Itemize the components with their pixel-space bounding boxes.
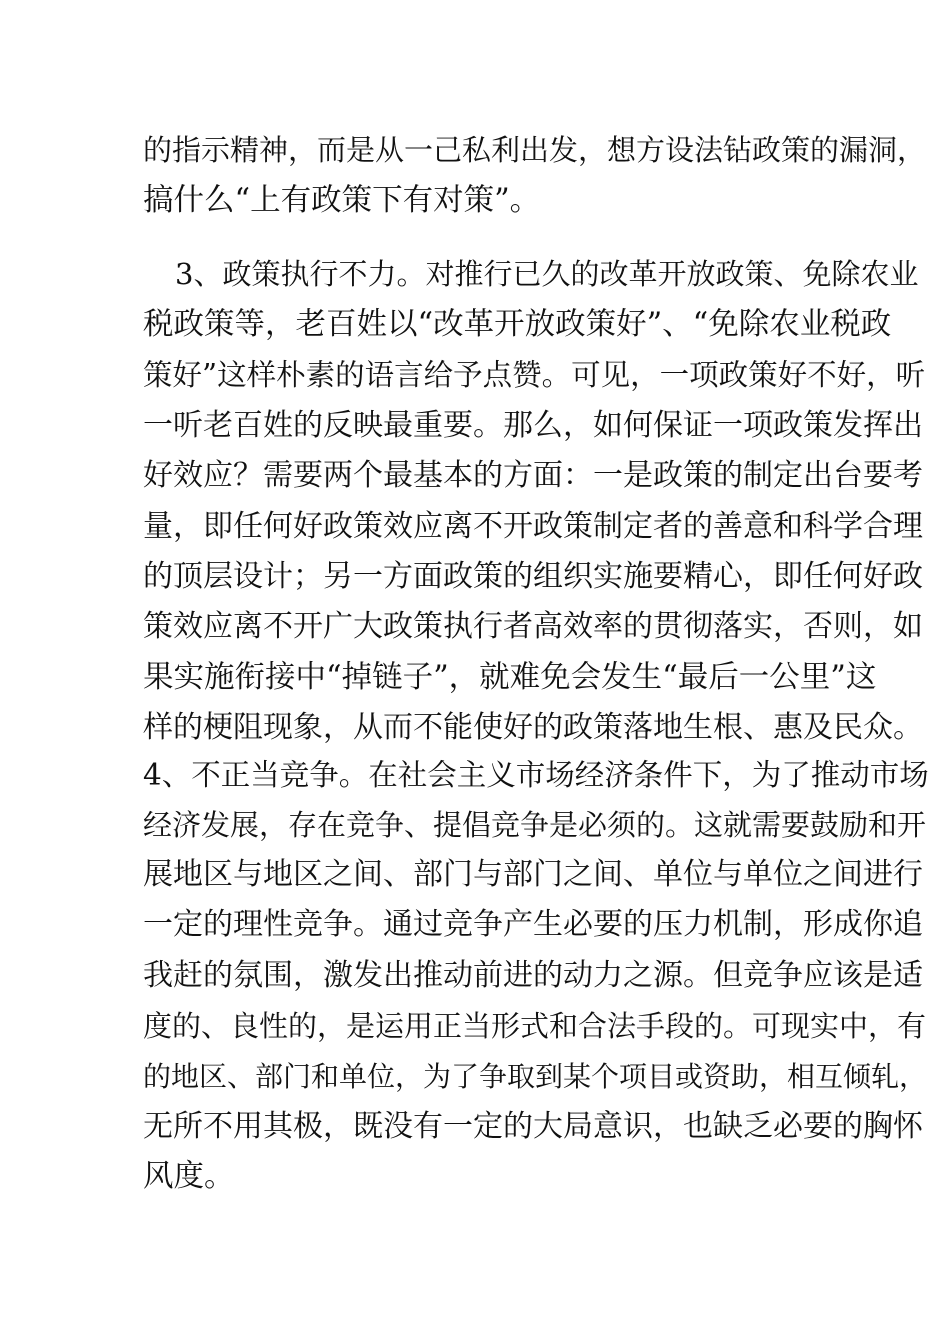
text-line: 一听老百姓的反映最重要。那么，如何保证一项政策发挥出 — [143, 408, 923, 443]
text-line: 经济发展，存在竞争、提倡竞争是必须的。这就需要鼓励和开 — [143, 808, 927, 842]
text-line: 无所不用其极，既没有一定的大局意识，也缺乏必要的胸怀 — [143, 1109, 923, 1144]
text-line: 样的梗阻现象，从而不能使好的政策落地生根、惠及民众。 — [143, 710, 923, 745]
text-line: 4、不正当竞争。在社会主义市场经济条件下，为了推动市场 — [143, 758, 929, 792]
text-line: 风度。 — [143, 1159, 235, 1194]
text-line: 我赶的氛围，激发出推动前进的动力之源。但竞争应该是适 — [143, 958, 923, 993]
text-line: 的顶层设计；另一方面政策的组织实施要精心，即任何好政 — [143, 559, 923, 594]
text-line: 搞什么“上有政策下有对策”。 — [143, 183, 541, 218]
text-line: 量，即任何好政策效应离不开政策制定者的善意和科学合理 — [143, 509, 923, 544]
text-line: 好效应？需要两个最基本的方面：一是政策的制定出台要考 — [143, 458, 923, 493]
text-line: 的指示精神，而是从一己私利出发，想方设法钻政策的漏洞， — [143, 133, 927, 167]
text-line: 一定的理性竞争。通过竞争产生必要的压力机制，形成你追 — [143, 907, 923, 942]
text-line: 策效应离不开广大政策执行者高效率的贯彻落实，否则，如 — [143, 609, 923, 644]
text-line: 策好”这样朴素的语言给予点赞。可见，一项政策好不好，听 — [143, 358, 926, 392]
text-line: 3、政策执行不力。对推行已久的改革开放政策、免除农业 — [175, 257, 919, 291]
text-line: 税政策等，老百姓以“改革开放政策好”、“免除农业税政 — [143, 307, 892, 342]
text-line: 的地区、部门和单位，为了争取到某个项目或资助，相互倾轧， — [143, 1060, 928, 1093]
text-line: 果实施衔接中“掉链子”，就难免会发生“最后一公里”这 — [143, 660, 877, 695]
text-line: 度的、良性的，是运用正当形式和合法手段的。可现实中，有 — [143, 1009, 927, 1043]
text-line: 展地区与地区之间、部门与部门之间、单位与单位之间进行 — [143, 857, 923, 892]
